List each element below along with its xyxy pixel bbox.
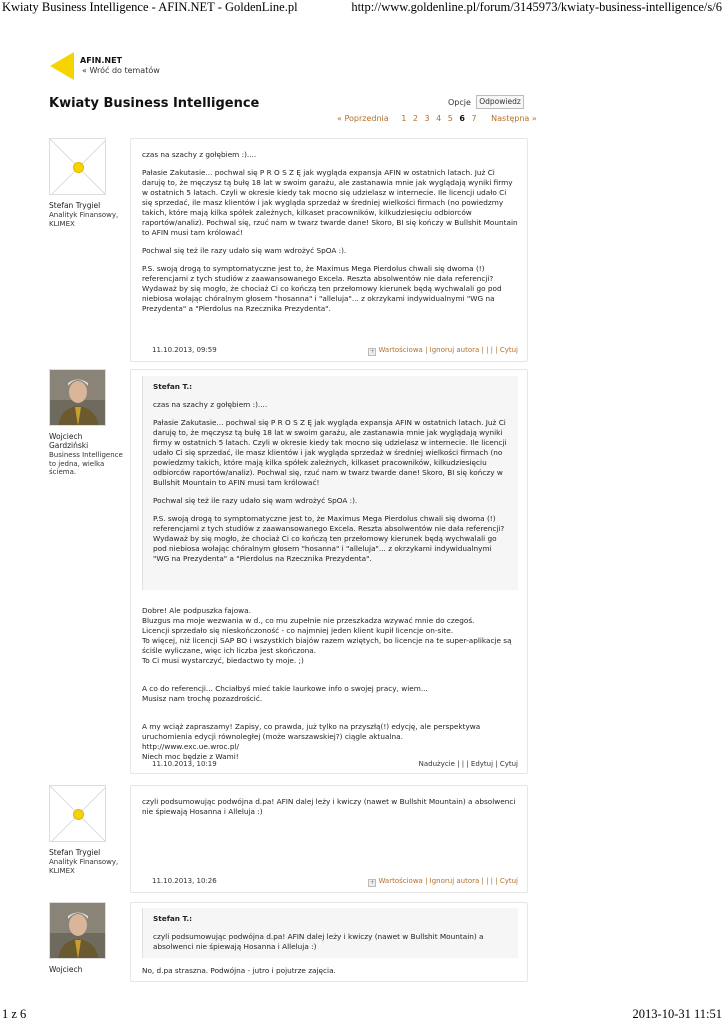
quote-paragraph: Pochwal się też ile razy udało się wam wdrożyć SpOA :). xyxy=(153,496,358,505)
post-paragraph: czas na szachy z gołębiem :).... xyxy=(142,150,257,159)
print-footer xyxy=(0,1006,724,1022)
quote-paragraph: czyli podsumowując podwójna d.pa! AFIN dalej leży i kwiczy (nawet w Bullshit Mountain) a absolwenci nie śpiewają Hosanna i Alleluja :) xyxy=(153,932,484,951)
author-role: Business Intelligence to jedna, wielka ściema. xyxy=(49,451,123,476)
post-paragraph: czyli podsumowując podwójna d.pa! AFIN dalej leży i kwiczy (nawet w Bullshit Mountain) a absolwenci nie śpiewają Hosanna i Alleluja :) xyxy=(142,797,516,816)
post-author xyxy=(49,902,123,974)
author-name[interactable]: Stefan Trygiel xyxy=(49,848,101,857)
quote-author: Stefan T.: xyxy=(153,914,193,923)
avatar[interactable] xyxy=(49,902,106,959)
post-meta xyxy=(130,758,528,772)
post-paragraph: A my wciąż zapraszamy! Zapisy, co prawda, już tylko na przyszłą(!) edycję, ale perspektywa uruchomienia edycji równoległej (może warszawskiej?) ciągle aktualna. http://www.exc.ue.wroc.pl/ Niech moc będzie z Wami! xyxy=(142,722,481,761)
pagination-current-page: 6 xyxy=(459,114,465,123)
pagination xyxy=(337,114,541,123)
quote-paragraph: P.S. swoją drogą to symptomatyczne jest to, że Maximus Mega Pierdolus chwali się dwoma (!) referencjami z tych studiów z zaawansowanego Excela. Reszta absolwentów nie dała referencji? Wydaważ by się mogło, że chociaż Ci co kończą ten przełomowy kierunek będą wychwalali go pod niebiosa wołając chóralnym głosem "hosanna" i "alleluja"... z okrzykami indywidualnymi "WG na Prezydenta" a "Pierdolus na Rzecznika Prezydenta". xyxy=(153,514,505,563)
print-timestamp: 2013-10-31 11:51 xyxy=(632,1007,722,1021)
quoted-message xyxy=(142,908,518,958)
post-action-links[interactable]: Wartościowa | Ignoruj autora | | | | Cytuj xyxy=(378,877,518,885)
author-name[interactable]: Stefan Trygiel xyxy=(49,201,101,210)
pagination-page-link[interactable]: 3 xyxy=(424,114,430,123)
reply-button[interactable]: Odpowiedz xyxy=(476,95,524,109)
author-name[interactable]: Wojciech xyxy=(49,965,83,974)
print-page-count: 1 z 6 xyxy=(2,1007,27,1021)
pagination-next-link[interactable]: Następna » xyxy=(491,114,537,123)
post-paragraph: No, d.pa straszna. Podwójna - jutro i pojutrze zajęcia. xyxy=(142,966,336,975)
pagination-page-link[interactable]: 2 xyxy=(412,114,418,123)
author-role: Analityk Finansowy, KLIMEX xyxy=(49,211,119,228)
print-header xyxy=(0,0,724,16)
placeholder-avatar-icon xyxy=(50,139,106,195)
post-date: 11.10.2013, 10:26 xyxy=(152,877,217,885)
group-name[interactable]: AFIN.NET xyxy=(80,56,122,65)
post-actions xyxy=(368,346,518,356)
placeholder-avatar-icon xyxy=(50,786,106,842)
plus-icon[interactable]: + xyxy=(369,879,375,886)
post-actions xyxy=(368,877,518,887)
post-body xyxy=(142,596,518,780)
quote-paragraph: czas na szachy z gołębiem :).... xyxy=(153,400,268,409)
post-author xyxy=(49,138,123,228)
post-paragraph: Dobre! Ale podpuszka fajowa. Bluzgus ma moje wezwania w d., co mu zupełnie nie przeszkadza wzywać mnie do czegoś. Licencji sprzedało się nieskończoność - co najmniej jeden klient kupił licencje on-site. To więcej, niż licencji SAP BO i wszystkich biajów razem wziętych, bo licencje na te super-aplikacje są ściśle wyliczane, więc ich liczba jest skończona. To Ci musi wystarczyć, biedactwo ty moje. ;) xyxy=(142,606,512,665)
pagination-page-link[interactable]: 5 xyxy=(447,114,453,123)
print-header-title: Kwiaty Business Intelligence - AFIN.NET - GoldenLine.pl xyxy=(2,0,298,14)
back-to-topics-link[interactable]: « Wróć do tematów xyxy=(82,66,160,75)
post-action-links[interactable]: Wartościowa | Ignoruj autora | | | | Cytuj xyxy=(378,346,518,354)
post-body xyxy=(142,150,518,322)
pagination-page-link[interactable]: 4 xyxy=(436,114,442,123)
post-date: 11.10.2013, 09:59 xyxy=(152,346,217,354)
quoted-message xyxy=(142,376,518,590)
user-photo-icon xyxy=(50,370,106,426)
user-photo-icon xyxy=(50,903,106,959)
post-author xyxy=(49,785,123,875)
post-paragraph: Pochwal się też ile razy udało się wam wdrożyć SpOA :). xyxy=(142,246,347,255)
page-title: Kwiaty Business Intelligence xyxy=(49,96,260,111)
pagination-prev-link[interactable]: « Poprzednia xyxy=(337,114,389,123)
group-logo-icon xyxy=(50,52,74,80)
post-paragraph: A co do referencji... Chciałbyś mieć takie laurkowe info o swojej pracy, wiem... Musisz nam trochę pozazdrościć. xyxy=(142,684,428,703)
post-body xyxy=(142,966,518,984)
author-role: Analityk Finansowy, KLIMEX xyxy=(49,858,119,875)
post-meta xyxy=(130,875,528,889)
avatar[interactable] xyxy=(49,138,106,195)
plus-icon[interactable]: + xyxy=(369,348,375,355)
avatar[interactable] xyxy=(49,785,106,842)
post-paragraph: P.S. swoją drogą to symptomatyczne jest to, że Maximus Mega Pierdolus chwali się dwoma (!) referencjami z tych studiów z zaawansowanego Excela. Reszta absolwentów nie dała referencji? Wydaważ by się mogło, że chociaż Ci co kończą ten przełomowy kierunek będą wychwalali go pod niebiosa wołając chóralnym głosem "hosanna" i "alleluja"... z okrzykami indywidualnymi "WG na Prezydenta" a "Pierdolus na Rzecznika Prezydenta". xyxy=(142,264,502,313)
options-menu[interactable]: Opcje xyxy=(448,98,471,107)
avatar[interactable] xyxy=(49,369,106,426)
post-action-links[interactable]: Nadużycie | | | Edytuj | Cytuj xyxy=(418,760,518,768)
pagination-page-link[interactable]: 7 xyxy=(471,114,477,123)
post-author xyxy=(49,369,123,477)
quote-paragraph: Pałasie Zakutasie... pochwal się P R O S Z Ę jak wygląda expansja AFIN w ostatnich latach. Już Ci daruję to, że męczysz tą bułę 18 lat w swoim garażu, ale zastanawia mnie jak wyglądają wyniki firmy w ostatnich 5 latach. Czyli w okresie kiedy tak mocno się udzielasz w internecie. Ile licencji udało Ci się sprzedać, ile masz klientów i jak wygląda sprzedaż w średniej wielkości firmach (no powiedzmy takich, które mają kilka spółek zależnych, kilkaset pracowników, kilkudziesięciu odbiorców raportów/analiz). Pochwal się, rzuć nam w twarz twarde dane! Skoro, BI się kończy w Bullshit Mountain to AFIN musi tam królować! xyxy=(153,418,507,487)
post-paragraph: Pałasie Zakutasie... pochwal się P R O S Z Ę jak wygląda expansja AFIN w ostatnich latach. Już Ci daruję to, że męczysz tą bułę 18 lat w swoim garażu, ale zastanawia mnie jak wyglądają wyniki firmy w ostatnich 5 latach. Czyli w okresie kiedy tak mocno się udzielasz w internecie. Ile licencji udało Ci się sprzedać, ile masz klientów i jak wygląda sprzedaż w średniej wielkości firmach (no powiedzmy takich, które mają kilka spółek zależnych, kilkaset pracowników, kilkudziesięciu odbiorców raportów/analiz). Pochwal się, rzuć nam w twarz twarde dane! Skoro, BI się kończy w Bullshit Mountain to AFIN musi tam królować! xyxy=(142,168,518,237)
print-header-url: http://www.goldenline.pl/forum/3145973/kwiaty-business-intelligence/s/6 xyxy=(351,0,722,14)
quote-author: Stefan T.: xyxy=(153,382,193,391)
author-name[interactable]: Wojciech Gardziński xyxy=(49,432,89,450)
pagination-page-link[interactable]: 1 xyxy=(401,114,407,123)
post-body xyxy=(142,797,518,825)
post-date: 11.10.2013, 10:19 xyxy=(152,760,217,768)
post-meta xyxy=(130,344,528,358)
